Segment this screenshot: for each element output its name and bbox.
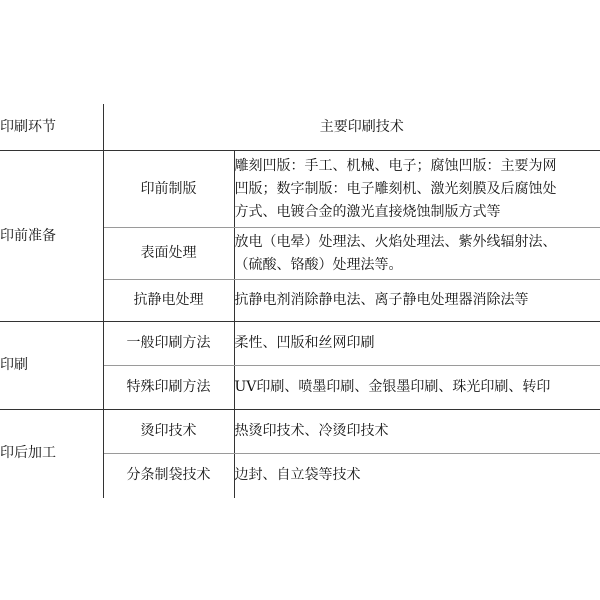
stage-cell: 印前准备 xyxy=(0,151,103,322)
description-line: 放电（电晕）处理法、火焰处理法、紫外线辐射法、 xyxy=(234,233,557,250)
header-stage: 印刷环节 xyxy=(0,104,103,151)
table-row xyxy=(0,322,600,366)
description-line: 雕刻凹版：手工、机械、电子；腐蚀凹版：主要为网 xyxy=(234,157,557,174)
stage-cell: 印后加工 xyxy=(0,410,103,498)
description-line: UV印刷、喷墨印刷、金银墨印刷、珠光印刷、转印 xyxy=(234,379,551,395)
description-line: 抗静电剂消除静电法、离子静电处理器消除法等 xyxy=(234,292,529,308)
stage-cell: 印刷 xyxy=(0,322,103,410)
description-cell xyxy=(234,454,600,498)
description-line: 柔性、凹版和丝网印刷 xyxy=(234,335,375,351)
description-cell xyxy=(234,366,600,410)
description-cell xyxy=(234,322,600,366)
table-row xyxy=(0,410,600,454)
method-cell: 抗静电处理 xyxy=(103,280,234,322)
method-cell: 表面处理 xyxy=(103,228,234,280)
description-line: 凹版；数字制版：电子雕刻机、激光刻膜及后腐蚀处 xyxy=(234,180,557,197)
method-cell: 特殊印刷方法 xyxy=(103,366,234,410)
description-cell xyxy=(234,280,600,322)
printing-technology-table xyxy=(0,104,600,498)
table-header-row xyxy=(0,104,600,151)
method-cell: 烫印技术 xyxy=(103,410,234,454)
header-main-technology: 主要印刷技术 xyxy=(103,104,600,151)
method-cell: 印前制版 xyxy=(103,151,234,228)
description-line: 热烫印技术、冷烫印技术 xyxy=(234,423,389,439)
description-cell xyxy=(234,410,600,454)
method-cell: 一般印刷方法 xyxy=(103,322,234,366)
description-cell xyxy=(234,151,600,228)
description-line: 方式、电镀合金的激光直接烧蚀制版方式等 xyxy=(234,203,501,220)
method-cell: 分条制袋技术 xyxy=(103,454,234,498)
table-row xyxy=(0,151,600,228)
description-cell xyxy=(234,228,600,280)
description-line: （硫酸、铬酸）处理法等。 xyxy=(234,256,403,273)
description-line: 边封、自立袋等技术 xyxy=(234,467,361,484)
